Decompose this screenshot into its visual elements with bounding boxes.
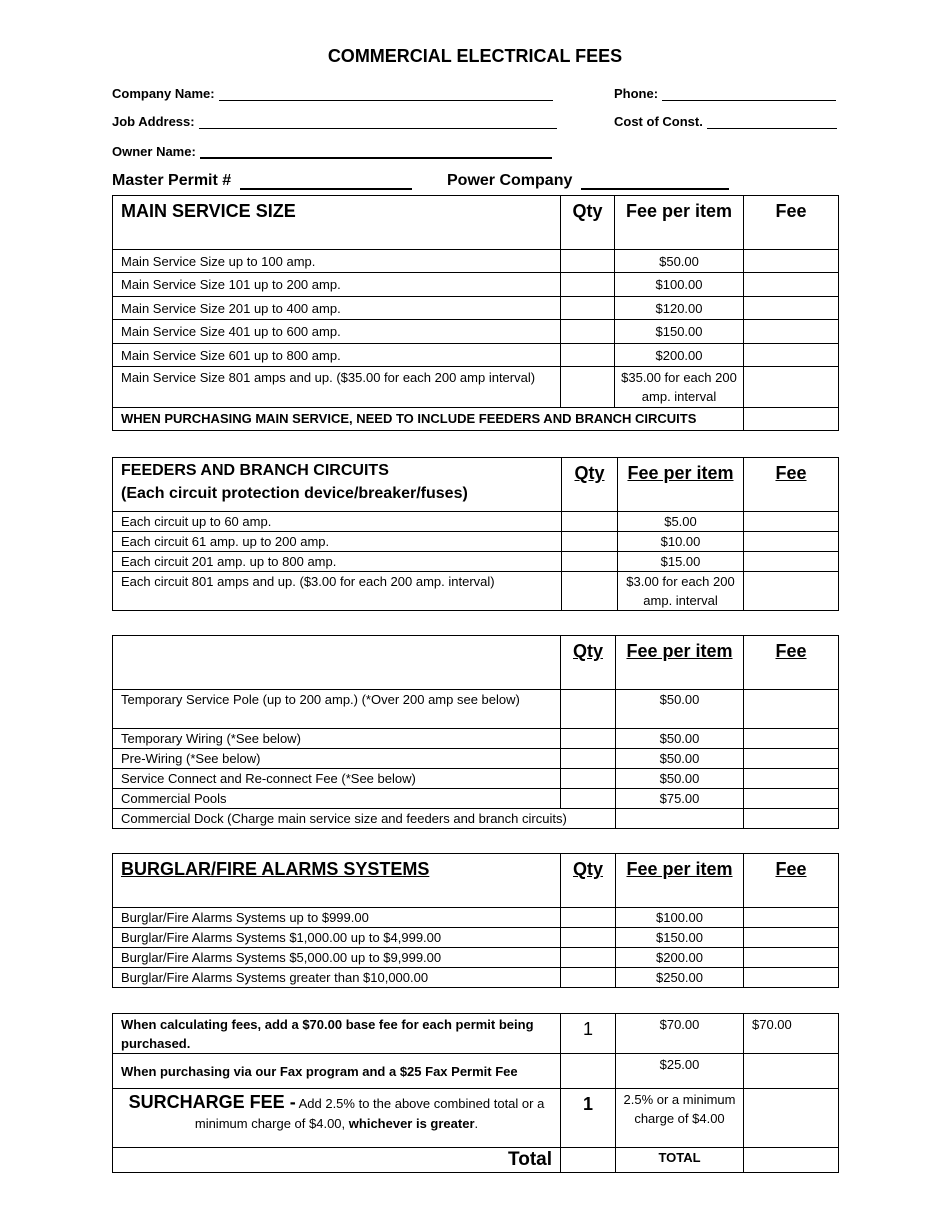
price-cell: $100.00 [616,908,744,928]
table-row [113,1089,839,1148]
table-row [113,948,839,968]
fee-cell[interactable] [744,250,839,273]
main-service-table [112,195,839,431]
fee-cell[interactable] [744,749,839,769]
price-cell [616,809,744,829]
row-desc: Each circuit 801 amps and up. ($3.00 for each 200 amp. interval) [113,572,562,611]
price-cell: $10.00 [618,532,744,552]
total-label: Total [113,1148,561,1173]
fee-header: Fee [744,636,839,690]
fee-cell[interactable] [744,367,839,408]
table-row [113,789,839,809]
alarms-heading: BURGLAR/FIRE ALARMS SYSTEMS [113,854,561,908]
row-desc: Each circuit 61 amp. up to 200 amp. [113,532,562,552]
job-address-input[interactable] [199,114,557,129]
table-row [113,809,839,829]
row-desc: Main Service Size 601 up to 800 amp. [113,344,561,367]
qty-cell[interactable] [561,367,615,408]
qty-cell[interactable] [561,789,616,809]
row-desc: Main Service Size 801 amps and up. ($35.00 for each 200 amp interval) [113,367,561,408]
table-row [113,408,839,431]
fee-cell[interactable] [744,809,839,829]
price-cell: $200.00 [615,344,744,367]
feeders-heading-subtitle: (Each circuit protection device/breaker/fuses) [121,485,468,502]
qty-cell[interactable] [561,1054,616,1089]
power-company-label: Power Company [447,172,573,189]
row-desc: Main Service Size 401 up to 600 amp. [113,320,561,344]
qty-header: Qty [561,636,616,690]
fee-cell[interactable] [744,344,839,367]
qty-cell[interactable] [561,320,615,344]
fee-header: Fee [744,854,839,908]
price-cell: $100.00 [615,273,744,297]
owner-name-field [112,143,552,159]
page-title: COMMERCIAL ELECTRICAL FEES [327,46,623,66]
power-company-field [447,172,729,190]
feeders-heading-title: FEEDERS AND BRANCH CIRCUITS [121,462,389,479]
price-cell: $120.00 [615,297,744,320]
table-row [113,250,839,273]
company-name-label: Company Name: [112,86,215,101]
surcharge-bold: whichever is greater [348,1116,475,1131]
qty-cell[interactable] [561,769,616,789]
fee-cell[interactable] [744,769,839,789]
fee-cell[interactable] [744,512,839,532]
fee-cell[interactable] [744,789,839,809]
qty-header: Qty [561,196,615,250]
table-row [113,1014,839,1054]
row-desc: Service Connect and Re-connect Fee (*See below) [113,769,561,789]
fee-per-item-header: Fee per item [618,458,744,512]
table-row [113,320,839,344]
qty-cell[interactable] [561,250,615,273]
price-cell: $50.00 [616,769,744,789]
fee-per-item-header: Fee per item [616,636,744,690]
fee-cell[interactable] [744,408,839,431]
price-cell: $250.00 [616,968,744,988]
fee-cell[interactable] [744,968,839,988]
feeders-heading [113,458,562,512]
total-col-label: TOTAL [616,1148,744,1173]
job-address-field [112,114,557,129]
qty-cell[interactable] [561,968,616,988]
table-row [113,749,839,769]
phone-label: Phone: [614,86,659,101]
main-service-heading: MAIN SERVICE SIZE [113,196,561,250]
table-row [113,273,839,297]
row-desc: Temporary Service Pole (up to 200 amp.) (*Over 200 amp see below) [113,690,561,729]
table-row [113,512,839,532]
row-desc: Main Service Size 201 up to 400 amp. [113,297,561,320]
qty-cell[interactable] [561,729,616,749]
fax-fee-desc: When purchasing via our Fax program and a $25 Fax Permit Fee [113,1054,561,1089]
row-desc: Main Service Size up to 100 amp. [113,250,561,273]
qty-cell[interactable] [561,928,616,948]
fee-cell[interactable] [744,532,839,552]
qty-cell[interactable] [561,273,615,297]
surcharge-qty[interactable]: 1 [561,1089,616,1148]
qty-cell [561,1148,616,1173]
row-desc: Temporary Wiring (*See below) [113,729,561,749]
cost-of-const-field [614,114,837,129]
company-name-input[interactable] [219,86,553,101]
fee-cell[interactable] [744,1054,839,1089]
surcharge-price: 2.5% or a minimum charge of $4.00 [616,1089,744,1148]
surcharge-desc [113,1089,561,1148]
table-row [113,572,839,611]
base-fee-price: $70.00 [616,1014,744,1054]
row-desc: Main Service Size 101 up to 200 amp. [113,273,561,297]
table-row [113,908,839,928]
row-desc: Burglar/Fire Alarms Systems greater than $10,000.00 [113,968,561,988]
qty-cell[interactable] [561,297,615,320]
fee-cell[interactable] [744,552,839,572]
qty-cell[interactable] [561,948,616,968]
fee-header: Fee [744,458,839,512]
fee-header: Fee [744,196,839,250]
row-desc: Pre-Wiring (*See below) [113,749,561,769]
cost-of-const-input[interactable] [707,114,837,129]
surcharge-text: Add 2.5% to the above combined total or a minimum charge of $4.00, [194,1096,545,1131]
table-row [113,1148,839,1173]
base-fee-desc: When calculating fees, add a $70.00 base fee for each permit being purchased. [113,1014,561,1054]
row-desc: Each circuit up to 60 amp. [113,512,562,532]
table-row [113,1054,839,1089]
row-desc: Commercial Pools [113,789,561,809]
qty-cell[interactable] [561,908,616,928]
fee-cell[interactable] [744,572,839,611]
master-permit-label: Master Permit # [112,172,232,189]
summary-table [112,1013,839,1173]
owner-name-input[interactable] [200,143,552,159]
price-cell: $3.00 for each 200 amp. interval [618,572,744,611]
qty-header: Qty [562,458,618,512]
misc-heading [113,636,561,690]
base-fee-total[interactable]: $70.00 [744,1014,839,1054]
master-permit-input[interactable] [240,172,412,190]
surcharge-end: . [474,1116,479,1131]
table-row [113,928,839,948]
fax-fee-price: $25.00 [616,1054,744,1089]
master-permit-field [112,172,412,190]
fee-cell[interactable] [744,729,839,749]
company-name-field [112,86,553,101]
qty-cell[interactable] [561,690,616,729]
job-address-label: Job Address: [112,114,195,129]
fee-per-item-header: Fee per item [616,854,744,908]
table-row [113,552,839,572]
price-cell: $50.00 [616,690,744,729]
fee-cell[interactable] [744,928,839,948]
table-row [113,344,839,367]
power-company-input[interactable] [581,172,729,190]
price-cell: $150.00 [616,928,744,948]
table-row [113,367,839,408]
fee-cell[interactable] [744,297,839,320]
main-service-note: WHEN PURCHASING MAIN SERVICE, NEED TO INCLUDE FEEDERS AND BRANCH CIRCUITS [113,408,744,431]
row-desc: Burglar/Fire Alarms Systems $1,000.00 up to $4,999.00 [113,928,561,948]
row-desc: Burglar/Fire Alarms Systems $5,000.00 up to $9,999.00 [113,948,561,968]
table-row [113,532,839,552]
row-desc: Commercial Dock (Charge main service size and feeders and branch circuits) [113,809,616,829]
qty-cell[interactable] [561,749,616,769]
qty-cell[interactable] [562,532,618,552]
price-cell: $50.00 [615,250,744,273]
phone-field [614,86,836,101]
row-desc: Burglar/Fire Alarms Systems up to $999.00 [113,908,561,928]
price-cell: $15.00 [618,552,744,572]
feeders-table [112,457,839,611]
surcharge-label: SURCHARGE FEE - [128,1092,296,1112]
fee-cell[interactable] [744,320,839,344]
fee-cell[interactable] [744,1089,839,1148]
fee-cell[interactable] [744,690,839,729]
row-desc: Each circuit 201 amp. up to 800 amp. [113,552,562,572]
price-cell: $200.00 [616,948,744,968]
qty-cell[interactable] [562,552,618,572]
qty-cell[interactable] [561,344,615,367]
table-row [113,297,839,320]
qty-cell[interactable] [562,572,618,611]
table-row [113,968,839,988]
phone-input[interactable] [662,86,836,101]
fee-cell[interactable] [744,908,839,928]
fee-cell[interactable] [744,948,839,968]
fee-per-item-header: Fee per item [615,196,744,250]
price-cell: $5.00 [618,512,744,532]
price-cell: $50.00 [616,729,744,749]
fee-cell[interactable] [744,273,839,297]
total-fee-cell[interactable] [744,1148,839,1173]
alarms-table [112,853,839,988]
base-fee-qty[interactable]: 1 [561,1014,616,1054]
table-row [113,690,839,729]
table-row [113,729,839,749]
table-row [113,769,839,789]
misc-table [112,635,839,829]
qty-cell[interactable] [562,512,618,532]
price-cell: $50.00 [616,749,744,769]
owner-name-label: Owner Name: [112,144,196,159]
qty-header: Qty [561,854,616,908]
price-cell: $75.00 [616,789,744,809]
price-cell: $35.00 for each 200 amp. interval [615,367,744,408]
cost-of-const-label: Cost of Const. [614,114,703,129]
price-cell: $150.00 [615,320,744,344]
